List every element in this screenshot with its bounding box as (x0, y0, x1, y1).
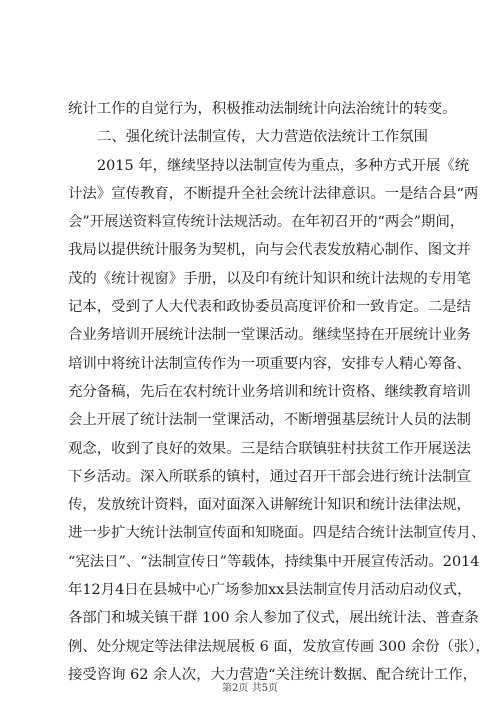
text-line: 观念，收到了良好的效果。三是结合联镇驻村扶贫工作开展送法 (68, 440, 471, 457)
text-line: 合业务培训开展统计法制一堂课活动。继续坚持在开展统计业务 (68, 327, 471, 344)
text-line: 传，发放统计资料，面对面深入讲解统计知识和统计法律法规， (68, 497, 471, 514)
text-line: 充分备稿，先后在农村统计业务培训和统计资格、继续教育培训 (68, 383, 471, 400)
text-line: 记本，受到了人大代表和政协委员高度评价和一致肯定。二是结 (68, 299, 471, 316)
text-line: “宪法日”、“法制宣传日”等载体，持续集中开展宣传活动。2014 (68, 553, 480, 570)
text-line: 下乡活动。深入所联系的镇村，通过召开干部会进行统计法制宣 (68, 468, 471, 485)
text-line: 进一步扩大统计法制宣传面和知晓面。四是结合统计法制宣传月、 (68, 525, 486, 542)
text-line: 统计工作的自觉行为，积极推动法制统计向法治统计的转变。 (68, 101, 457, 117)
text-line: 接受咨询 62 余人次，大力营造“关注统计数据、配合统计工作， (68, 666, 477, 683)
text-line: 会”开展送资料宣传统计法规活动。在年初召开的“两会”期间， (68, 214, 465, 231)
page-number-footer: 第2页 共5页 (222, 683, 278, 694)
text-line: 我局以提供统计服务为契机，向与会代表发放精心制作、图文并 (68, 242, 471, 259)
text-line: 2015 年，继续坚持以法制宣传为重点，多种方式开展《统 (97, 157, 470, 174)
text-line: 各部门和城关镇干群 100 余人参加了仪式，展出统计法、普查条 (68, 610, 479, 627)
section-heading: 二、强化统计法制宣传，大力营造依法统计工作氛围 (97, 129, 428, 146)
text-line: 会上开展了统计法制一堂课活动，不断增强基层统计人员的法制 (68, 412, 471, 429)
text-line: 年12月4日在县城中心广场参加xx县法制宣传月活动启动仪式， (68, 582, 472, 599)
text-line: 培训中将统计法制宣传作为一项重要内容，安排专人精心筹备、 (68, 355, 471, 372)
text-line: 计法》宣传教育，不断提升全社会统计法律意识。一是结合县“两 (68, 185, 479, 202)
text-line: 茂的《统计视窗》手册，以及印有统计知识和统计法规的专用笔 (68, 270, 471, 287)
document-body (68, 95, 490, 689)
text-line: 例、处分规定等法律法规展板 6 面，发放宣传画 300 余份（张）， (68, 638, 490, 655)
